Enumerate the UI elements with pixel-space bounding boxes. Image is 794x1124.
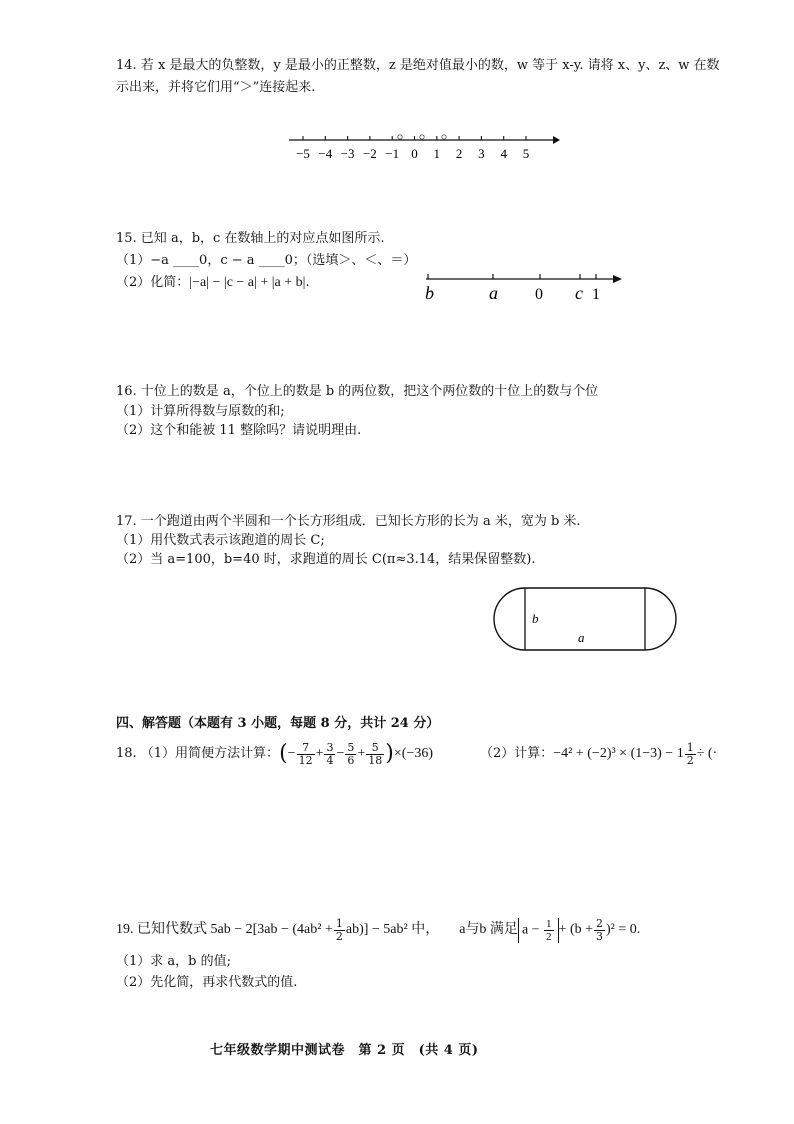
q14-line1: 14. 若 x 是最大的负整数，y 是最小的正整数，z 是绝对值最小的数，w 等于 x-y. 请将 x、y、z、w 在数 xyxy=(116,58,720,73)
q15-arrow-icon xyxy=(613,275,622,283)
q19-line1-frac: $\frac{1}{2}$ xyxy=(335,916,343,943)
number-line-tick-label: −5 xyxy=(296,146,310,161)
q17-line2: （1）用代数式表示该跑道的周长 C; xyxy=(116,533,325,548)
q15-line2: （1）−a ____0，c − a ____0；（选填＞、＜、＝） xyxy=(116,253,417,268)
q19-line1 xyxy=(116,910,640,950)
faint-mark xyxy=(442,135,446,139)
q18-part2-frac: $\frac{1}{2}$ xyxy=(686,740,694,767)
q18-part2-label: （2）计算： xyxy=(480,746,554,761)
number-line-arrow-icon xyxy=(553,136,560,144)
faint-mark xyxy=(398,135,402,139)
q19-line1-c: a与b 满足 xyxy=(459,922,518,937)
close-paren: ) xyxy=(385,741,394,766)
point-label-c: c xyxy=(575,283,583,303)
faint-mark xyxy=(420,135,424,139)
q19-cond-inner: a − xyxy=(521,922,544,938)
q19-cond-frac1: $\frac{1}{2}$ xyxy=(546,917,552,943)
number-line-tick-label: −3 xyxy=(340,146,355,161)
number-line-tick-label: 3 xyxy=(478,146,485,161)
q15-line3-expr: |−a| − |c − a| + |a + b| xyxy=(189,275,306,290)
track-outline xyxy=(494,588,676,650)
q18-frac3-sign: − xyxy=(336,746,345,761)
q18-frac1: $\frac{7}{12}$ xyxy=(298,740,313,767)
q19-line3: （2）先化简，再求代数式的值. xyxy=(116,975,298,990)
q17-track-diagram xyxy=(490,585,680,655)
q18-frac2: $\frac{3}{4}$ xyxy=(326,740,334,767)
number-line-tick-label: 0 xyxy=(411,146,418,161)
section4-heading: 四、解答题（本题有 3 小题，每题 8 分，共计 24 分） xyxy=(116,716,440,731)
q18-part1-tail: ×(−36) xyxy=(393,746,434,761)
q15-line3-prefix: （2）化简： xyxy=(116,275,190,290)
point-label-0: 0 xyxy=(535,286,543,303)
q18-frac1-sign: − xyxy=(287,746,296,761)
q19-line2: （1）求 a，b 的值; xyxy=(116,954,231,969)
q15-number-line xyxy=(420,265,625,305)
q19-cond-mid: + (b + xyxy=(558,922,593,937)
point-label-1: 1 xyxy=(592,286,600,303)
q18-part2-expr: −4² + (−2)³ × (1−3) − 1 xyxy=(553,746,684,761)
q18-part1-label: 18. （1）用简便方法计算： xyxy=(116,746,280,761)
q19-cond-frac2: $\frac{2}{3}$ xyxy=(596,916,603,943)
q19-abs-value xyxy=(518,918,559,943)
track-label-b: b xyxy=(532,611,539,626)
q14-line2: 示出来，并将它们用“＞”连接起来. xyxy=(116,80,316,95)
number-line-tick-label: −2 xyxy=(362,146,377,161)
q18-frac3: $\frac{5}{6}$ xyxy=(347,740,355,767)
number-line-tick-label: 1 xyxy=(433,146,441,161)
track-label-a: a xyxy=(578,630,585,645)
point-label-a: a xyxy=(489,283,498,303)
number-line-tick-label: 5 xyxy=(522,146,530,161)
q19-line1-a: 19. 已知代数式 5ab − 2[3ab − (4ab² + xyxy=(116,922,333,937)
page-footer: 七年级数学期中测试卷 第 2 页 (共 4 页) xyxy=(210,1043,479,1058)
open-paren: ( xyxy=(279,741,288,766)
q16-line3: （2）这个和能被 11 整除吗？请说明理由. xyxy=(116,423,362,438)
q19-cond-end: )² = 0. xyxy=(606,922,641,937)
q16-line2: （1）计算所得数与原数的和; xyxy=(116,404,285,419)
q18-part1 xyxy=(116,734,433,774)
number-line-tick-label: −1 xyxy=(385,146,400,161)
q18-part2 xyxy=(480,734,717,774)
number-line-tick-label: 4 xyxy=(500,146,507,161)
q15-line3 xyxy=(116,275,310,291)
q17-line3: （2）当 a=100，b=40 时，求跑道的周长 C(π≈3.14，结果保留整数). xyxy=(116,552,536,567)
point-label-b: b xyxy=(425,283,434,303)
q16-line1: 16. 十位上的数是 a，个位上的数是 b 的两位数，把这个两位数的十位上的数与个位 xyxy=(116,384,599,399)
q18-frac4-sign: + xyxy=(357,746,366,761)
q18-frac4: $\frac{5}{18}$ xyxy=(368,740,383,767)
q14-number-line xyxy=(285,125,560,170)
q15-line1: 15. 已知 a，b，c 在数轴上的对应点如图所示. xyxy=(116,231,385,246)
q15-line3-end: . xyxy=(305,275,310,290)
q17-line1: 17. 一个跑道由两个半圆和一个长方形组成．已知长方形的长为 a 米，宽为 b 米. xyxy=(116,514,581,529)
q19-line1-b: ab)] − 5ab² 中， xyxy=(345,922,440,937)
number-line-tick-label: 2 xyxy=(455,146,463,161)
q18-frac2-sign: + xyxy=(315,746,324,761)
q18-part2-tail: ÷ (· xyxy=(696,746,718,761)
number-line-tick-label: −4 xyxy=(318,146,333,161)
